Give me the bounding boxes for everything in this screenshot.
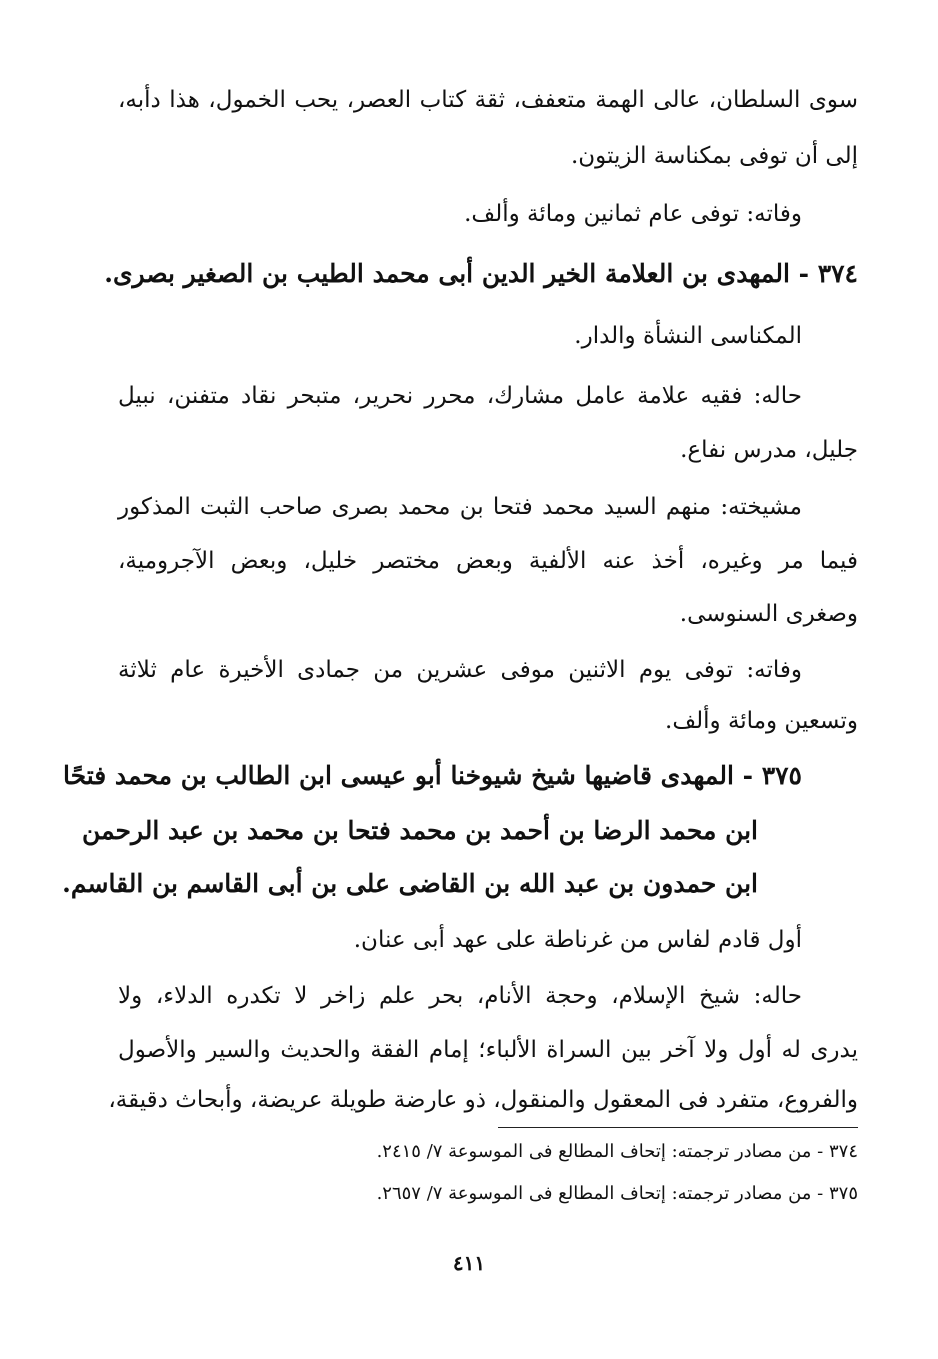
text-line: إلى أن توفى بمكناسة الزيتون. bbox=[570, 143, 858, 169]
entry-heading-375-cont: ابن محمد الرضا بن أحمد بن محمد فتحا بن محمد بن عبد الرحمن bbox=[82, 816, 758, 845]
text-line: مشيخته: منهم السيد محمد فتحا بن محمد بصرى صاحب الثبت المذكور bbox=[118, 494, 802, 520]
death-line: وفاته: توفى يوم الاثنين موفى عشرين من جمادى الأخيرة عام ثلاثة bbox=[118, 657, 802, 683]
text-line: يدرى له أول ولا آخر بين السراة الألباء؛ إمام الفقة والحديث والسير والأصول bbox=[118, 1037, 858, 1063]
text-line: سوى السلطان، عالى الهمة متعفف، ثقة كتاب العصر، يحب الخمول، هذا دأبه، bbox=[118, 87, 858, 113]
entry-heading-375-cont: ابن حمدون بن عبد الله بن القاضى على بن أبى القاسم بن القاسم. bbox=[62, 869, 758, 898]
text-line: وصغرى السنوسى. bbox=[679, 601, 858, 627]
footnote-separator bbox=[498, 1127, 858, 1128]
text-line: حاله: شيخ الإسلام، وحجة الأنام، بحر علم زاخر لا تكدره الدلاء، ولا bbox=[118, 983, 802, 1009]
text-line: جليل، مدرس نفاع. bbox=[680, 437, 858, 463]
text-line: فيما مر وغيره، أخذ عنه الألفية وبعض مختصر خليل، وبعض الآجرومية، bbox=[118, 548, 858, 574]
page-number: ٤١١ bbox=[452, 1251, 486, 1275]
entry-heading-374: ٣٧٤ - المهدى بن العلامة الخير الدين أبى محمد الطيب بن الصغير بصرى. bbox=[104, 259, 858, 288]
footnote: ٣٧٥ - من مصادر ترجمته: إتحاف المطالع فى الموسوعة ٧/ ٢٦٥٧. bbox=[376, 1183, 858, 1204]
text-line: أول قادم لفاس من غرناطة على عهد أبى عنان. bbox=[353, 927, 802, 953]
text-line: حاله: فقيه علامة عامل مشارك، محرر نحرير، متبحر نقاد متفنن، نبيل bbox=[118, 383, 802, 409]
text-line: وتسعين ومائة وألف. bbox=[665, 708, 858, 734]
text-line: المكناسى النشأة والدار. bbox=[574, 323, 802, 349]
text-line: والفروع، متفرد فى المعقول والمنقول، ذو عارضة طويلة عريضة، وأبحاث دقيقة، bbox=[108, 1087, 858, 1113]
footnote: ٣٧٤ - من مصادر ترجمته: إتحاف المطالع فى الموسوعة ٧/ ٢٤١٥. bbox=[376, 1141, 858, 1162]
entry-heading-375: ٣٧٥ - المهدى قاضيها شيخ شيوخنا أبو عيسى ابن الطالب بن محمد فتحًا bbox=[62, 761, 802, 790]
death-line: وفاته: توفى عام ثمانين ومائة وألف. bbox=[464, 201, 802, 227]
